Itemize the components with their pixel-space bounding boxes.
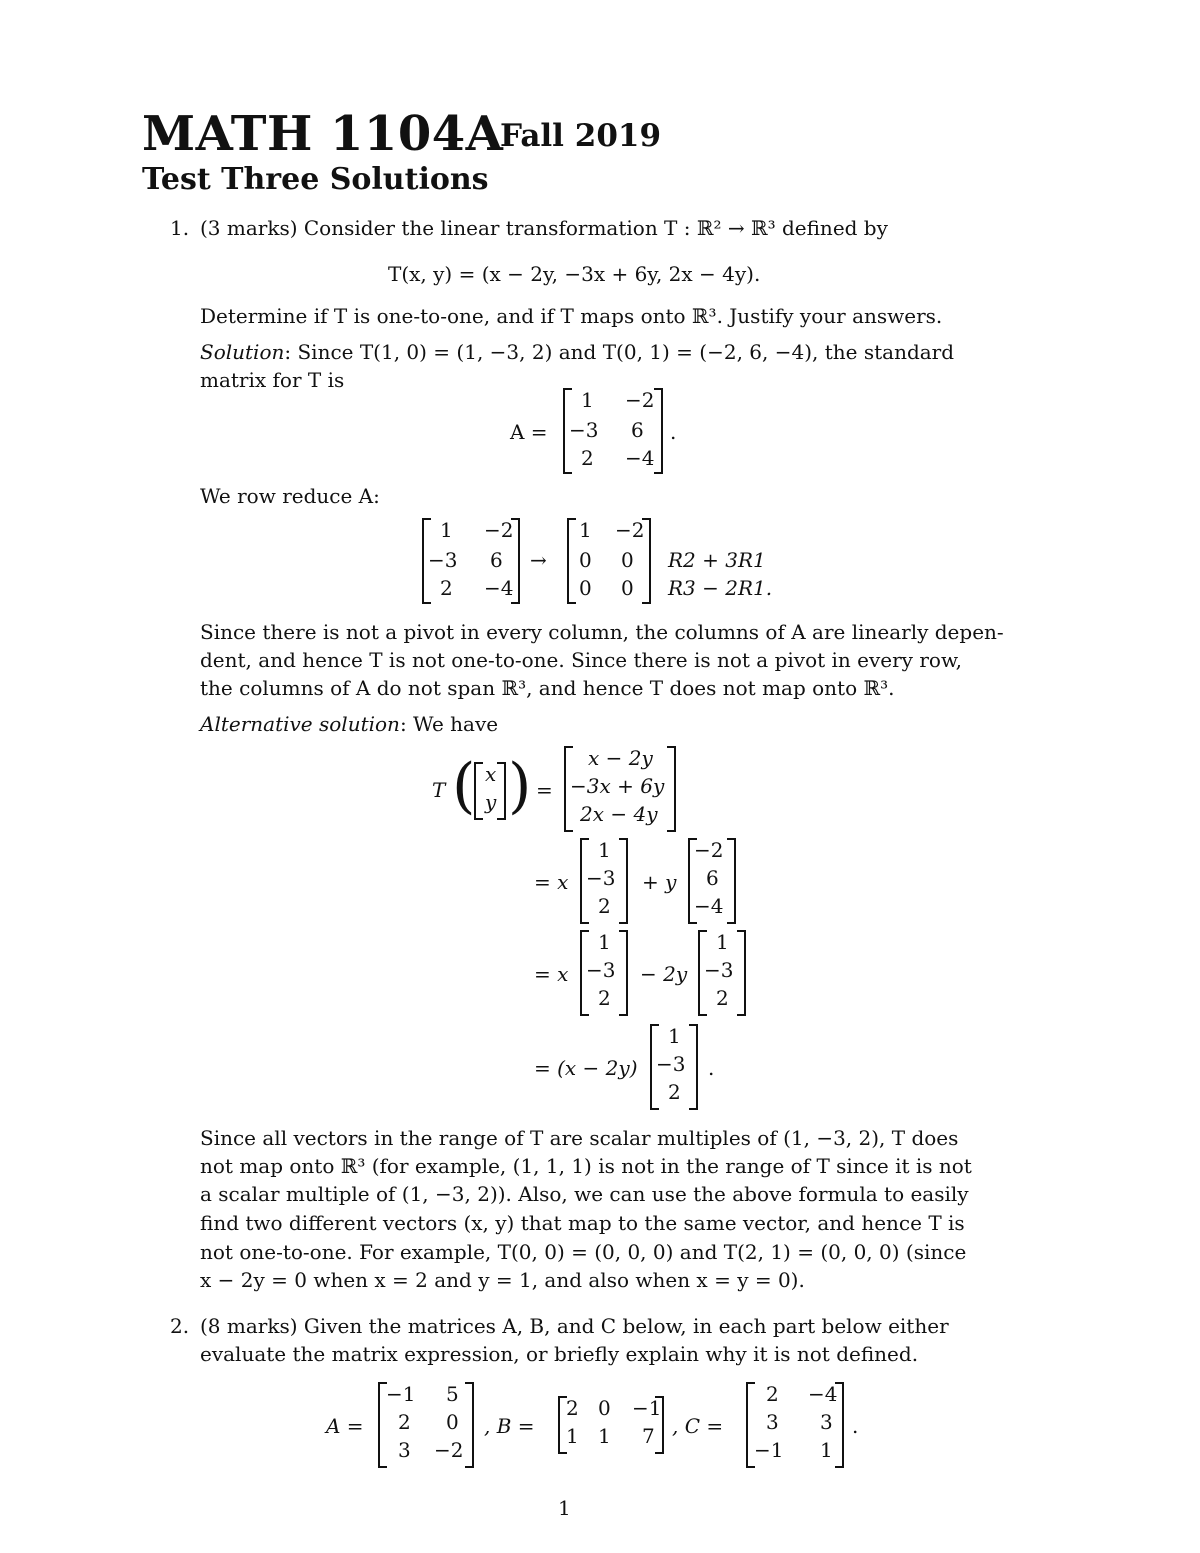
vector-cell: −4 <box>694 894 724 918</box>
q2-prompt-line: evaluate the matrix expression, or briefly explain why it is not defined. <box>200 1342 919 1366</box>
matrix-reduced <box>567 518 651 604</box>
matrix-cell: 0 <box>579 548 592 572</box>
matrix-a <box>563 388 663 474</box>
final-line: a scalar multiple of (1, −3, 2)). Also, we can use the above formula to easily <box>200 1182 969 1206</box>
expr-scalar: = (x − 2y) <box>534 1056 638 1080</box>
vector-cell: −3x + 6y <box>570 774 665 798</box>
solution-label: Solution <box>200 340 285 364</box>
matrix-cell: 2 <box>398 1410 411 1434</box>
vector-cell: y <box>485 790 497 814</box>
conclusion-line: Since there is not a pivot in every column, the columns of A are linearly depen- <box>200 620 1004 644</box>
matrix-cell: 0 <box>621 576 634 600</box>
matrix-cell: 0 <box>598 1396 611 1420</box>
column-vector-1 <box>650 1024 698 1110</box>
vector-cell: −2 <box>694 838 724 862</box>
page-subtitle: Test Three Solutions <box>142 162 489 197</box>
matrix-a-label: A = <box>510 420 548 444</box>
final-line: Since all vectors in the range of T are scalar multiples of (1, −3, 2), T does <box>200 1126 959 1150</box>
vector-cell: 1 <box>668 1024 681 1048</box>
vector-cell: −3 <box>586 958 616 982</box>
column-vector-2 <box>688 838 736 924</box>
final-line: x − 2y = 0 when x = 2 and y = 1, and also when x = y = 0). <box>200 1268 805 1292</box>
column-vector-1 <box>580 930 628 1016</box>
equals-sign: = <box>536 778 553 802</box>
matrix-cell: 1 <box>820 1438 833 1462</box>
matrix-cell: −4 <box>808 1382 838 1406</box>
matrix-cell: −1 <box>754 1438 784 1462</box>
vector-cell: −3 <box>656 1052 686 1076</box>
matrix-cell: −2 <box>625 388 655 412</box>
arrow-icon: → <box>530 548 547 572</box>
solution-text: : Since T(1, 0) = (1, −3, 2) and T(0, 1) = (−2, 6, −4), the standard <box>284 340 955 364</box>
transform-symbol: T <box>432 778 446 802</box>
vector-cell: 1 <box>598 838 611 862</box>
matrix-cell: 2 <box>581 446 594 470</box>
matrix-cell: −3 <box>428 548 458 572</box>
vector-cell: 1 <box>716 930 729 954</box>
period: . <box>852 1414 859 1438</box>
matrix-cell: 0 <box>446 1410 459 1434</box>
matrix-cell: −1 <box>632 1396 662 1420</box>
term-label: Fall 2019 <box>500 118 662 154</box>
vector-cell: 2 <box>598 894 611 918</box>
matrix-cell: 6 <box>631 418 644 442</box>
matrix-cell: 1 <box>581 388 594 412</box>
matrix-cell: 2 <box>766 1382 779 1406</box>
conclusion-line: the columns of A do not span ℝ³, and hence T does not map onto ℝ³. <box>200 676 895 700</box>
output-vector <box>564 746 676 832</box>
vector-cell: x − 2y <box>588 746 653 770</box>
input-vector <box>474 762 506 820</box>
right-paren: ) <box>508 751 532 821</box>
matrix-cell: 3 <box>820 1410 833 1434</box>
vector-cell: −3 <box>586 866 616 890</box>
vector-cell: 1 <box>598 930 611 954</box>
q2-number: 2. <box>170 1314 190 1338</box>
matrix-cell: 2 <box>440 576 453 600</box>
column-vector-1 <box>580 838 628 924</box>
q1-formula: T(x, y) = (x − 2y, −3x + 6y, 2x − 4y). <box>388 262 761 286</box>
row-reduce-text: We row reduce A: <box>200 484 380 508</box>
matrix-c-label: , C = <box>672 1414 724 1438</box>
conclusion-line: dent, and hence T is not one-to-one. Since there is not a pivot in every row, <box>200 648 963 672</box>
matrix-cell: 1 <box>440 518 453 542</box>
matrix-b-label: , B = <box>484 1414 535 1438</box>
vector-cell: 2 <box>668 1080 681 1104</box>
q1-number: 1. <box>170 216 190 240</box>
matrix-a-original <box>422 518 520 604</box>
matrix-cell: −4 <box>484 576 514 600</box>
vector-cell: x <box>485 762 497 786</box>
q2-matrix-c <box>746 1382 844 1468</box>
matrix-cell: 3 <box>398 1438 411 1462</box>
alt-solution-label: Alternative solution <box>200 712 400 736</box>
q1-solution-line2: matrix for T is <box>200 368 345 392</box>
final-line: not map onto ℝ³ (for example, (1, 1, 1) is not in the range of T since it is not <box>200 1154 972 1178</box>
row-op: R2 + 3R1 <box>668 548 766 572</box>
matrix-a-label: A = <box>326 1414 364 1438</box>
matrix-cell: −4 <box>625 446 655 470</box>
left-paren: ( <box>452 751 476 821</box>
matrix-cell: −3 <box>569 418 599 442</box>
expr-y: + y <box>642 870 677 894</box>
matrix-cell: −2 <box>434 1438 464 1462</box>
period: . <box>670 420 677 444</box>
matrix-cell: 0 <box>621 548 634 572</box>
matrix-cell: 3 <box>766 1410 779 1434</box>
alt-solution-text: : We have <box>399 712 499 736</box>
expr-x: = x <box>534 962 569 986</box>
vector-cell: −3 <box>704 958 734 982</box>
final-line: find two different vectors (x, y) that map to the same vector, and hence T is <box>200 1211 965 1235</box>
course-title: MATH 1104A <box>142 106 504 162</box>
matrix-cell: 2 <box>566 1396 579 1420</box>
row-op: R3 − 2R1. <box>668 576 773 600</box>
matrix-cell: 0 <box>579 576 592 600</box>
matrix-cell: 6 <box>490 548 503 572</box>
vector-cell: 2x − 4y <box>580 802 658 826</box>
page-number: 1 <box>558 1496 571 1520</box>
q1-prompt-line1: (3 marks) Consider the linear transformation T : ℝ² → ℝ³ defined by <box>200 216 888 240</box>
matrix-cell: −2 <box>615 518 645 542</box>
matrix-cell: 7 <box>642 1424 655 1448</box>
expr-2y: − 2y <box>640 962 688 986</box>
q2-matrix-b <box>558 1396 664 1454</box>
matrix-cell: −1 <box>386 1382 416 1406</box>
matrix-cell: 1 <box>566 1424 579 1448</box>
matrix-cell: 1 <box>579 518 592 542</box>
q1-solution-line1 <box>200 338 954 366</box>
q2-matrix-a <box>378 1382 474 1468</box>
alt-solution-line <box>200 710 498 738</box>
q2-prompt-line: (8 marks) Given the matrices A, B, and C below, in each part below either <box>200 1314 949 1338</box>
matrix-cell: 1 <box>598 1424 611 1448</box>
vector-cell: 2 <box>598 986 611 1010</box>
matrix-cell: −2 <box>484 518 514 542</box>
vector-cell: 2 <box>716 986 729 1010</box>
vector-cell: 6 <box>706 866 719 890</box>
period: . <box>708 1056 715 1080</box>
q1-prompt-line2: Determine if T is one-to-one, and if T maps onto ℝ³. Justify your answers. <box>200 304 943 328</box>
column-vector-1 <box>698 930 746 1016</box>
final-line: not one-to-one. For example, T(0, 0) = (0, 0, 0) and T(2, 1) = (0, 0, 0) (since <box>200 1240 967 1264</box>
expr-x: = x <box>534 870 569 894</box>
matrix-cell: 5 <box>446 1382 459 1406</box>
